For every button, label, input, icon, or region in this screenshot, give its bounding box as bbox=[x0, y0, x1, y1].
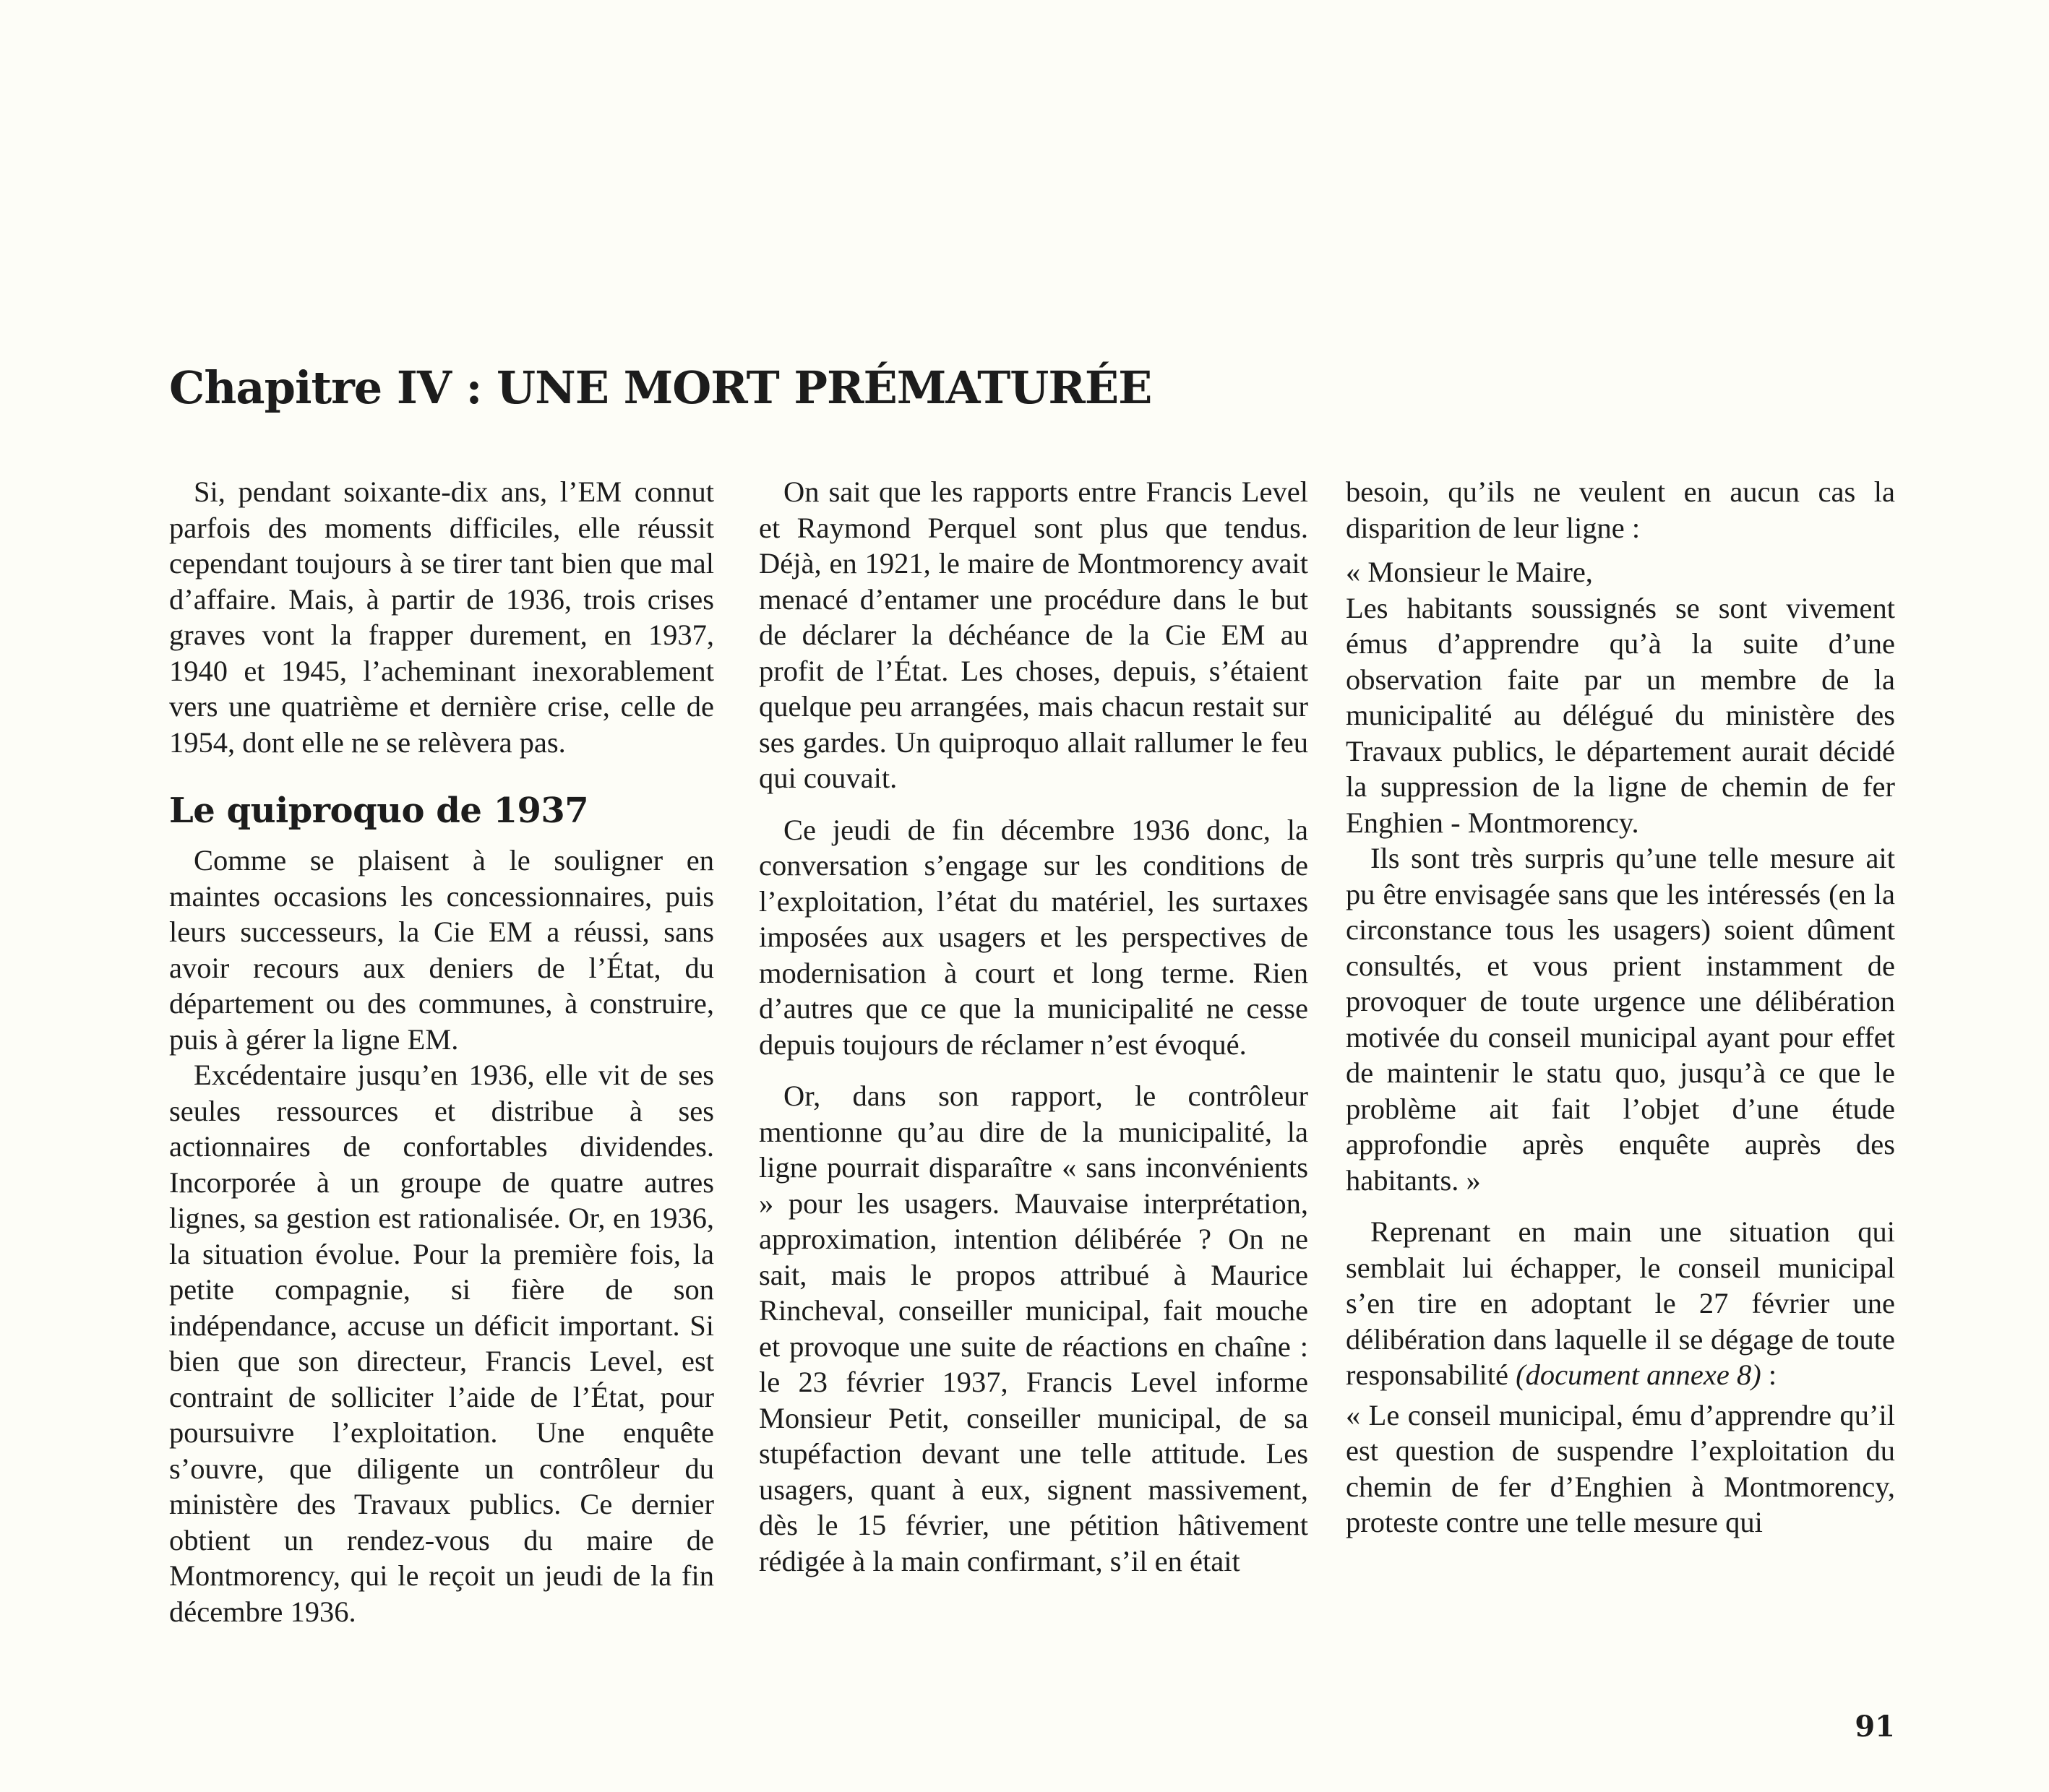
paragraph-continued: besoin, qu’ils ne veulent en aucun cas la disparition de leur ligne : bbox=[1346, 475, 1895, 544]
text-column-2 bbox=[759, 474, 1308, 1579]
paragraph: Comme se plaisent à le souligner en maintes occasions les concessionnaires, puis leurs successeurs, la Cie EM a réussi, sans avoir recours aux deniers de l’État, du département ou des communes, à construire, puis à gérer la ligne EM. bbox=[169, 844, 714, 1056]
document-reference: (document annexe 8) bbox=[1516, 1358, 1761, 1391]
page-number: 91 bbox=[1855, 1710, 1895, 1744]
quote-paragraph: Les habitants soussignés se sont vivement émus d’apprendre qu’à la suite d’une observation faite par un membre de la municipalité au délégué du ministère des Travaux publics, le département aurait décidé la suppression de la ligne de chemin de fer Enghien - Montmorency. bbox=[1346, 591, 1895, 839]
text-column-1 bbox=[169, 474, 714, 1629]
paragraph bbox=[1346, 1214, 1895, 1393]
text-column-3 bbox=[1346, 474, 1895, 1541]
paragraph: Excédentaire jusqu’en 1936, elle vit de ses seules ressources et distribue à ses actionnaires de confortables dividendes. Incorporée à un groupe de quatre autres lignes, sa gestion est rationalisée. Or, en 1936, la situation évolue. Pour la première fois, la petite compagnie, si fière de son indépendance, accuse un déficit important. Si bien que son directeur, Francis Level, est contraint de solliciter l’aide de l’État, pour poursuivre l’exploitation. Une enquête s’ouvre, que diligente un contrôleur du ministère des Travaux publics. Ce dernier obtient un rendez-vous du maire de Montmorency, qui le reçoit un jeudi de la fin décembre 1936. bbox=[169, 1059, 714, 1628]
paragraph: Or, dans son rapport, le contrôleur mentionne qu’au dire de la municipalité, la ligne pourrait disparaître « sans inconvénients » pour les usagers. Mauvaise interprétation, approximation, intention délibérée ? On ne sait, mais le propos attribué à Maurice Rincheval, conseiller municipal, fait mouche et provoque une suite de réactions en chaîne : le 23 février 1937, Francis Level informe Monsieur Petit, conseiller municipal, de sa stupéfaction devant une telle attitude. Les usagers, quant à eux, signent massivement, dès le 15 février, une pétition hâtivement rédigée à la main confirmant, s’il en était bbox=[759, 1080, 1308, 1577]
quote-paragraph: « Le conseil municipal, ému d’apprendre qu’il est question de suspendre l’exploitation du chemin de fer d’Enghien à Montmorency, proteste contre une telle mesure qui bbox=[1346, 1398, 1895, 1538]
chapter-title: Chapitre IV : UNE MORT PRÉMATURÉE bbox=[169, 361, 1152, 414]
paragraph: Ce jeudi de fin décembre 1936 donc, la conversation s’engage sur les conditions de l’exploitation, l’état du matériel, les surtaxes imposées aux usagers et les perspectives de modernisation à court et long terme. Rien d’autres que ce que la municipalité ne cesse depuis toujours de réclamer n’est évoqué. bbox=[759, 813, 1308, 1061]
quote-salutation: « Monsieur le Maire, bbox=[1346, 556, 1593, 588]
paragraph-end: : bbox=[1761, 1358, 1777, 1391]
quote-paragraph: Ils sont très surpris qu’une telle mesure ait pu être envisagée sans que les intéressés (en la circonstance tous les usagers) soient dûment consultés, et vous prient instamment de provoquer de toute urgence une délibération motivée du conseil municipal ayant pour effet de maintenir le statu quo, jusqu’à ce que le problème ait fait l’objet d’une étude approfondie après enquête auprès des habitants. » bbox=[1346, 842, 1895, 1197]
intro-paragraph: Si, pendant soixante-dix ans, l’EM connut parfois des moments difficiles, elle réussit cependant toujours à se tirer tant bien que mal d’affaire. Mais, à partir de 1936, trois crises graves vont la frapper durement, en 1937, 1940 et 1945, l’acheminant inexorablement vers une quatrième et dernière crise, celle de 1954, dont elle ne se relèvera pas. bbox=[169, 475, 714, 759]
paragraph: On sait que les rapports entre Francis Level et Raymond Perquel sont plus que tendus. Déjà, en 1921, le maire de Montmorency avait menacé d’entamer une procédure dans le but de déclarer la déchéance de la Cie EM au profit de l’État. Les choses, depuis, s’étaient quelque peu arrangées, mais chacun restait sur ses gardes. Un quiproquo allait rallumer le feu qui couvait. bbox=[759, 475, 1308, 794]
paragraph-text: Reprenant en main une situation qui semblait lui échapper, le conseil municipal s’en tire en adoptant le 27 février une délibération dans laquelle il se dégage de toute responsabilité bbox=[1346, 1215, 1895, 1391]
section-heading: Le quiproquo de 1937 bbox=[169, 791, 589, 831]
